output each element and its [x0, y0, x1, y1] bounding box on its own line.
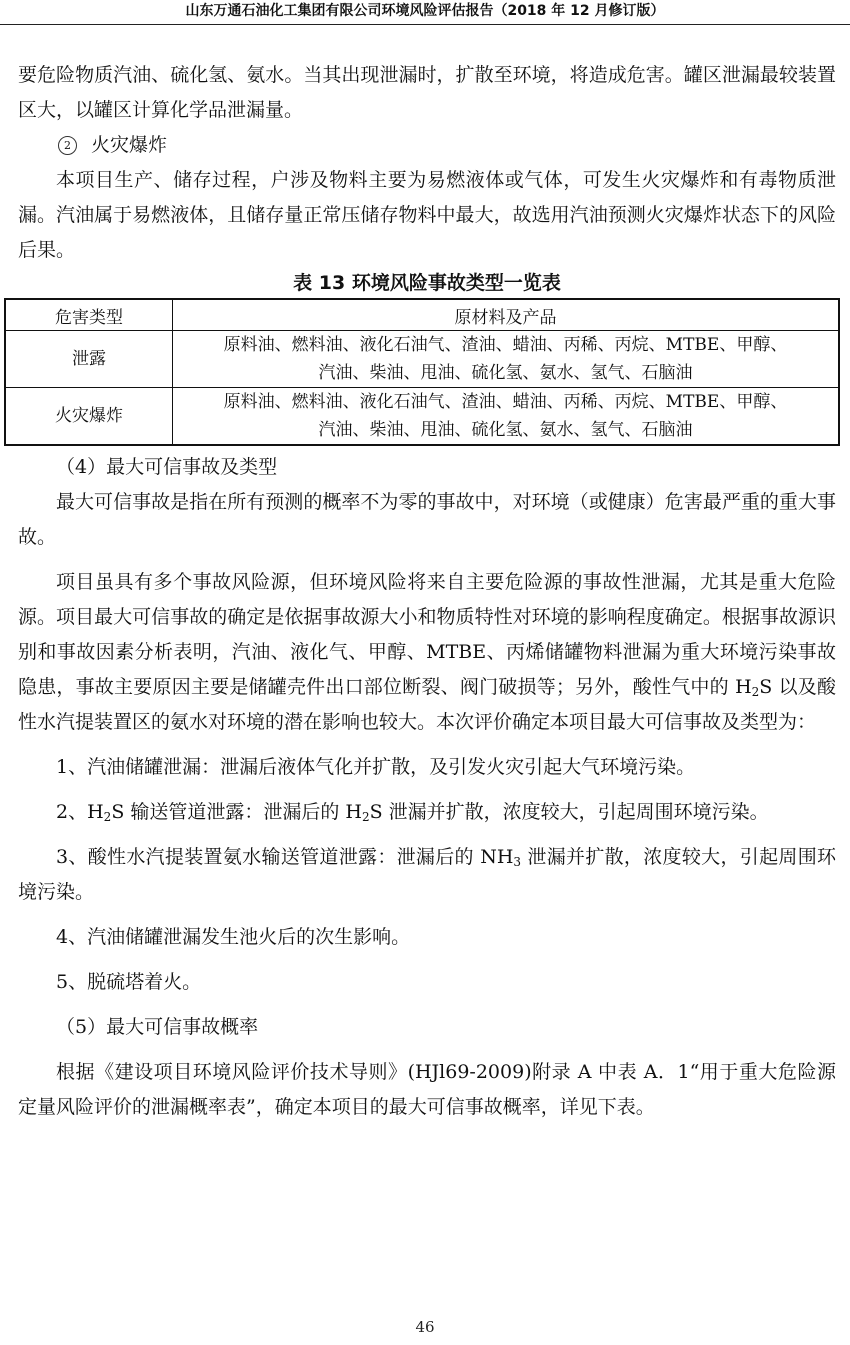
document-body: [18, 58, 836, 1125]
paragraph-probability: 根据《建设项目环境风险评价技术导则》(HJl69-2009)附录 A 中表 A．1“用于重大危险源定量风险评价的泄漏概率表”，确定本项目的最大可信事故概率，详见下表。: [18, 1061, 836, 1118]
page-header: [0, 0, 850, 25]
risk-type-table: [4, 298, 840, 446]
paragraph-hazard-substances: 要危险物质汽油、硫化氢、氨水。当其出现泄漏时，扩散至环境，将造成危害。罐区泄漏最较装置区大，以罐区计算化学品泄漏量。: [18, 64, 836, 121]
page-number: 46: [415, 1318, 435, 1336]
paragraph-max-credible-definition: 最大可信事故是指在所有预测的概率不为零的事故中，对环境（或健康）危害最严重的重大事故。: [18, 491, 836, 548]
table-cell-type: 火灾爆炸: [5, 388, 173, 446]
list-item: 3、酸性水汽提装置氨水输送管道泄露：泄漏后的 $NH_3$ 泄漏并扩散，浓度较大，引起周围环境污染。: [18, 846, 837, 903]
table-header-cell: 危害类型: [5, 299, 173, 331]
list-item: 2、$H_2S$ 输送管道泄露：泄漏后的 $H_2S$ 泄漏并扩散，浓度较大，引起周围环境污染。: [56, 801, 769, 824]
paragraph-fire-explosion: 本项目生产、储存过程，户涉及物料主要为易燃液体或气体，可发生火灾爆炸和有毒物质泄漏。汽油属于易燃液体，且储存量正常压储存物料中最大，故选用汽油预测火灾爆炸状态下的风险后果。: [18, 169, 836, 261]
subheading-fire-explosion: [18, 128, 836, 163]
section-heading-4: （4）最大可信事故及类型: [56, 456, 278, 478]
section-heading-5: （5）最大可信事故概率: [56, 1016, 259, 1038]
materials-line: 原料油、燃料油、液化石油气、渣油、蜡油、丙稀、丙烷、MTBE、甲醇、: [223, 392, 788, 412]
subheading-label: 火灾爆炸: [91, 134, 168, 156]
table-cell-type: 泄露: [5, 331, 173, 388]
table-row: [5, 388, 839, 446]
paragraph-risk-sources: 项目虽具有多个事故风险源，但环境风险将来自主要危险源的事故性泄漏，尤其是重大危险源。项目最大可信事故的确定是依据事故源大小和物质特性对环境的影响程度确定。根据事故源识别和事故因素分析表明，汽油、液化气、甲醇、MTBE、丙烯储罐物料泄漏为重大环境污染事故隐患，事故主要原因主要是储罐壳件出口部位断裂、阀门破损等；另外，酸性气中的 $H_2S$ 以及酸性水汽提装置区的氨水对环境的潜在影响也较大。本次评价确定本项目最大可信事故及类型为：: [18, 571, 836, 733]
table-row: [5, 331, 839, 388]
list-item: 5、脱硫塔着火。: [56, 971, 202, 993]
table-cell-materials: [173, 388, 840, 446]
table-title: 表 13 环境风险事故类型一览表: [293, 272, 561, 294]
materials-line: 原料油、燃料油、液化石油气、渣油、蜡油、丙稀、丙烷、MTBE、甲醇、: [223, 335, 788, 355]
circled-number: 2: [58, 136, 77, 155]
header-title: 山东万通石油化工集团有限公司环境风险评估报告（2018 年 12 月修订版）: [185, 3, 665, 19]
materials-line: 汽油、柴油、甩油、硫化氢、氨水、氢气、石脑油: [318, 420, 693, 440]
list-item: 4、汽油储罐泄漏发生池火后的次生影响。: [56, 926, 411, 948]
list-item: 1、汽油储罐泄漏：泄漏后液体气化并扩散，及引发火灾引起大气环境污染。: [56, 756, 696, 778]
materials-line: 汽油、柴油、甩油、硫化氢、氨水、氢气、石脑油: [318, 363, 693, 383]
table-cell-materials: [173, 331, 840, 388]
table-header-cell: 原材料及产品: [173, 299, 840, 331]
table-header-row: [5, 299, 839, 331]
